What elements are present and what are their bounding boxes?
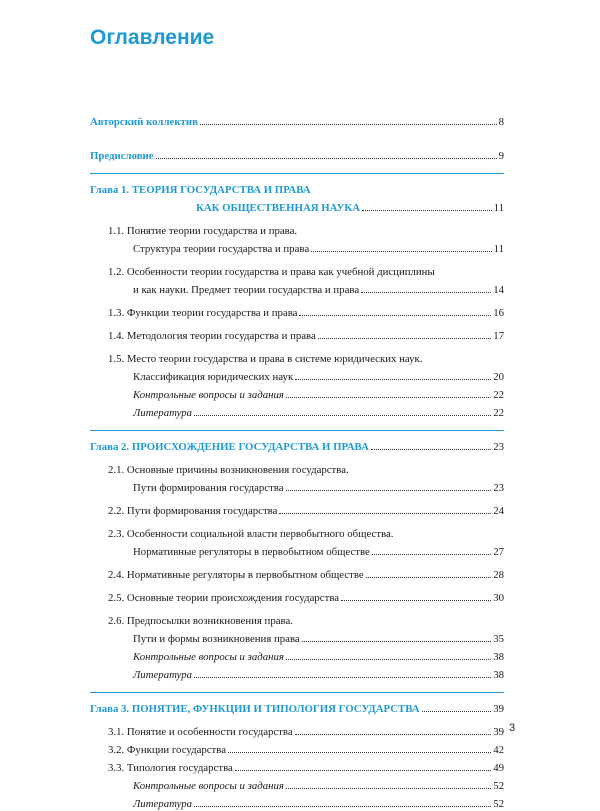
dot-leader bbox=[286, 397, 491, 398]
toc-page-number: 8 bbox=[498, 116, 504, 128]
section-2-1-continued[interactable] bbox=[90, 477, 504, 495]
chapter-2-title[interactable] bbox=[90, 436, 504, 454]
page-number: 3 bbox=[509, 722, 516, 734]
toc-entry-authors[interactable] bbox=[90, 111, 504, 129]
dot-leader bbox=[371, 449, 491, 450]
toc-page-number: 24 bbox=[493, 505, 504, 517]
section-3-2[interactable] bbox=[90, 739, 504, 757]
section-1-3[interactable] bbox=[90, 302, 504, 320]
toc-page-number: 27 bbox=[493, 546, 504, 558]
toc-page-number: 23 bbox=[493, 482, 504, 494]
section-2-1[interactable] bbox=[90, 459, 504, 477]
dot-leader bbox=[295, 734, 492, 735]
toc-page-number: 22 bbox=[493, 407, 504, 419]
section-title: 2.1. Основные причины возникновения государства. bbox=[108, 464, 349, 476]
section-title: Классификация юридических наук bbox=[133, 371, 294, 383]
dot-leader bbox=[295, 379, 491, 380]
section-title: и как науки. Предмет теории государства и права bbox=[133, 284, 360, 296]
toc-page-number: 35 bbox=[493, 633, 504, 645]
dot-leader bbox=[422, 711, 492, 712]
extra-title: Контрольные вопросы и задания bbox=[133, 651, 284, 663]
literature-1[interactable] bbox=[90, 402, 504, 420]
dot-leader bbox=[235, 770, 491, 771]
literature-2[interactable] bbox=[90, 664, 504, 682]
dot-leader bbox=[279, 513, 491, 514]
toc-entry-text: Предисловие bbox=[90, 150, 154, 162]
section-title: Структура теории государства и права bbox=[133, 243, 310, 255]
dot-leader bbox=[302, 641, 491, 642]
toc-page-number: 11 bbox=[493, 202, 504, 214]
section-1-1[interactable] bbox=[90, 220, 504, 238]
chapter-1-title-continued[interactable] bbox=[90, 197, 504, 215]
toc-page-number: 9 bbox=[498, 150, 504, 162]
toc-page-number: 42 bbox=[493, 744, 504, 756]
dot-leader bbox=[194, 806, 491, 807]
section-title: 3.2. Функции государства bbox=[108, 744, 227, 756]
extra-title: Литература bbox=[133, 798, 193, 810]
section-1-4[interactable] bbox=[90, 325, 504, 343]
section-2-4[interactable] bbox=[90, 564, 504, 582]
literature-3[interactable] bbox=[90, 793, 504, 811]
section-2-3-continued[interactable] bbox=[90, 541, 504, 559]
toc-page-number: 38 bbox=[493, 669, 504, 681]
dot-leader bbox=[311, 251, 491, 252]
dot-leader bbox=[194, 677, 491, 678]
section-title: 2.6. Предпосылки возникновения права. bbox=[108, 615, 293, 627]
extra-title: Контрольные вопросы и задания bbox=[133, 780, 284, 792]
dot-leader bbox=[366, 577, 492, 578]
dot-leader bbox=[286, 659, 491, 660]
section-title: Пути и формы возникновения права bbox=[133, 633, 300, 645]
section-1-2-continued[interactable] bbox=[90, 279, 504, 297]
dot-leader bbox=[286, 788, 491, 789]
section-1-5[interactable] bbox=[90, 348, 504, 366]
page-title: Оглавление bbox=[90, 26, 215, 49]
toc-page-number: 22 bbox=[493, 389, 504, 401]
extra-title: Контрольные вопросы и задания bbox=[133, 389, 284, 401]
chapter-3-title[interactable] bbox=[90, 698, 504, 716]
chapter-divider bbox=[90, 692, 504, 693]
extra-title: Литература bbox=[133, 407, 193, 419]
section-title: 2.5. Основные теории происхождения государства bbox=[108, 592, 340, 604]
toc-entry-text: Авторский коллектив bbox=[90, 116, 198, 128]
section-2-6-continued[interactable] bbox=[90, 628, 504, 646]
dot-leader bbox=[362, 210, 492, 211]
toc-page-number: 52 bbox=[493, 780, 504, 792]
toc-page-number: 39 bbox=[493, 703, 504, 715]
chapter-title-line: Глава 1. ТЕОРИЯ ГОСУДАРСТВА И ПРАВА bbox=[90, 184, 311, 196]
dot-leader bbox=[200, 124, 497, 125]
chapter-divider bbox=[90, 173, 504, 174]
section-2-5[interactable] bbox=[90, 587, 504, 605]
dot-leader bbox=[194, 415, 491, 416]
section-title: 1.4. Методология теории государства и права bbox=[108, 330, 316, 342]
toc-page-number: 39 bbox=[493, 726, 504, 738]
section-2-2[interactable] bbox=[90, 500, 504, 518]
dot-leader bbox=[318, 338, 491, 339]
section-title: Пути формирования государства bbox=[133, 482, 284, 494]
review-questions-1[interactable] bbox=[90, 384, 504, 402]
toc-entry-preface[interactable] bbox=[90, 145, 504, 163]
dot-leader bbox=[341, 600, 491, 601]
section-title: 2.3. Особенности социальной власти первобытного общества. bbox=[108, 528, 394, 540]
section-title: 3.3. Типология государства bbox=[108, 762, 233, 774]
toc-page-number: 16 bbox=[493, 307, 504, 319]
toc-page-number: 49 bbox=[493, 762, 504, 774]
section-3-3[interactable] bbox=[90, 757, 504, 775]
toc-page-number: 14 bbox=[493, 284, 504, 296]
chapter-title-line: Глава 2. ПРОИСХОЖДЕНИЕ ГОСУДАРСТВА И ПРАВА bbox=[90, 441, 369, 453]
extra-title: Литература bbox=[133, 669, 193, 681]
chapter-title-line: Глава 3. ПОНЯТИЕ, ФУНКЦИИ И ТИПОЛОГИЯ ГОСУДАРСТВА bbox=[90, 703, 420, 715]
section-1-2[interactable] bbox=[90, 261, 504, 279]
section-2-6[interactable] bbox=[90, 610, 504, 628]
toc-page-number: 11 bbox=[493, 243, 504, 255]
chapter-title-line: КАК ОБЩЕСТВЕННАЯ НАУКА bbox=[196, 202, 361, 214]
toc-page-number: 28 bbox=[493, 569, 504, 581]
section-1-1-continued[interactable] bbox=[90, 238, 504, 256]
review-questions-2[interactable] bbox=[90, 646, 504, 664]
dot-leader bbox=[372, 554, 491, 555]
toc-page-number: 38 bbox=[493, 651, 504, 663]
dot-leader bbox=[299, 315, 491, 316]
table-of-contents bbox=[90, 111, 504, 811]
section-title: Нормативные регуляторы в первобытном обществе bbox=[133, 546, 370, 558]
section-title: 2.4. Нормативные регуляторы в первобытном обществе bbox=[108, 569, 364, 581]
section-2-3[interactable] bbox=[90, 523, 504, 541]
toc-page-number: 23 bbox=[493, 441, 504, 453]
chapter-1-title[interactable] bbox=[90, 179, 504, 197]
section-title: 3.1. Понятие и особенности государства bbox=[108, 726, 293, 738]
chapter-divider bbox=[90, 430, 504, 431]
toc-page-number: 17 bbox=[493, 330, 504, 342]
toc-page-number: 30 bbox=[493, 592, 504, 604]
review-questions-3[interactable] bbox=[90, 775, 504, 793]
section-title: 1.5. Место теории государства и права в системе юридических наук. bbox=[108, 353, 423, 365]
section-1-5-continued[interactable] bbox=[90, 366, 504, 384]
section-3-1[interactable] bbox=[90, 721, 504, 739]
toc-page-number: 20 bbox=[493, 371, 504, 383]
section-title: 1.1. Понятие теории государства и права. bbox=[108, 225, 298, 237]
dot-leader bbox=[228, 752, 491, 753]
toc-page-number: 52 bbox=[493, 798, 504, 810]
dot-leader bbox=[361, 292, 491, 293]
section-title: 1.3. Функции теории государства и права bbox=[108, 307, 298, 319]
section-title: 1.2. Особенности теории государства и права как учебной дисциплины bbox=[108, 266, 435, 278]
section-title: 2.2. Пути формирования государства bbox=[108, 505, 278, 517]
dot-leader bbox=[286, 490, 492, 491]
dot-leader bbox=[156, 158, 497, 159]
